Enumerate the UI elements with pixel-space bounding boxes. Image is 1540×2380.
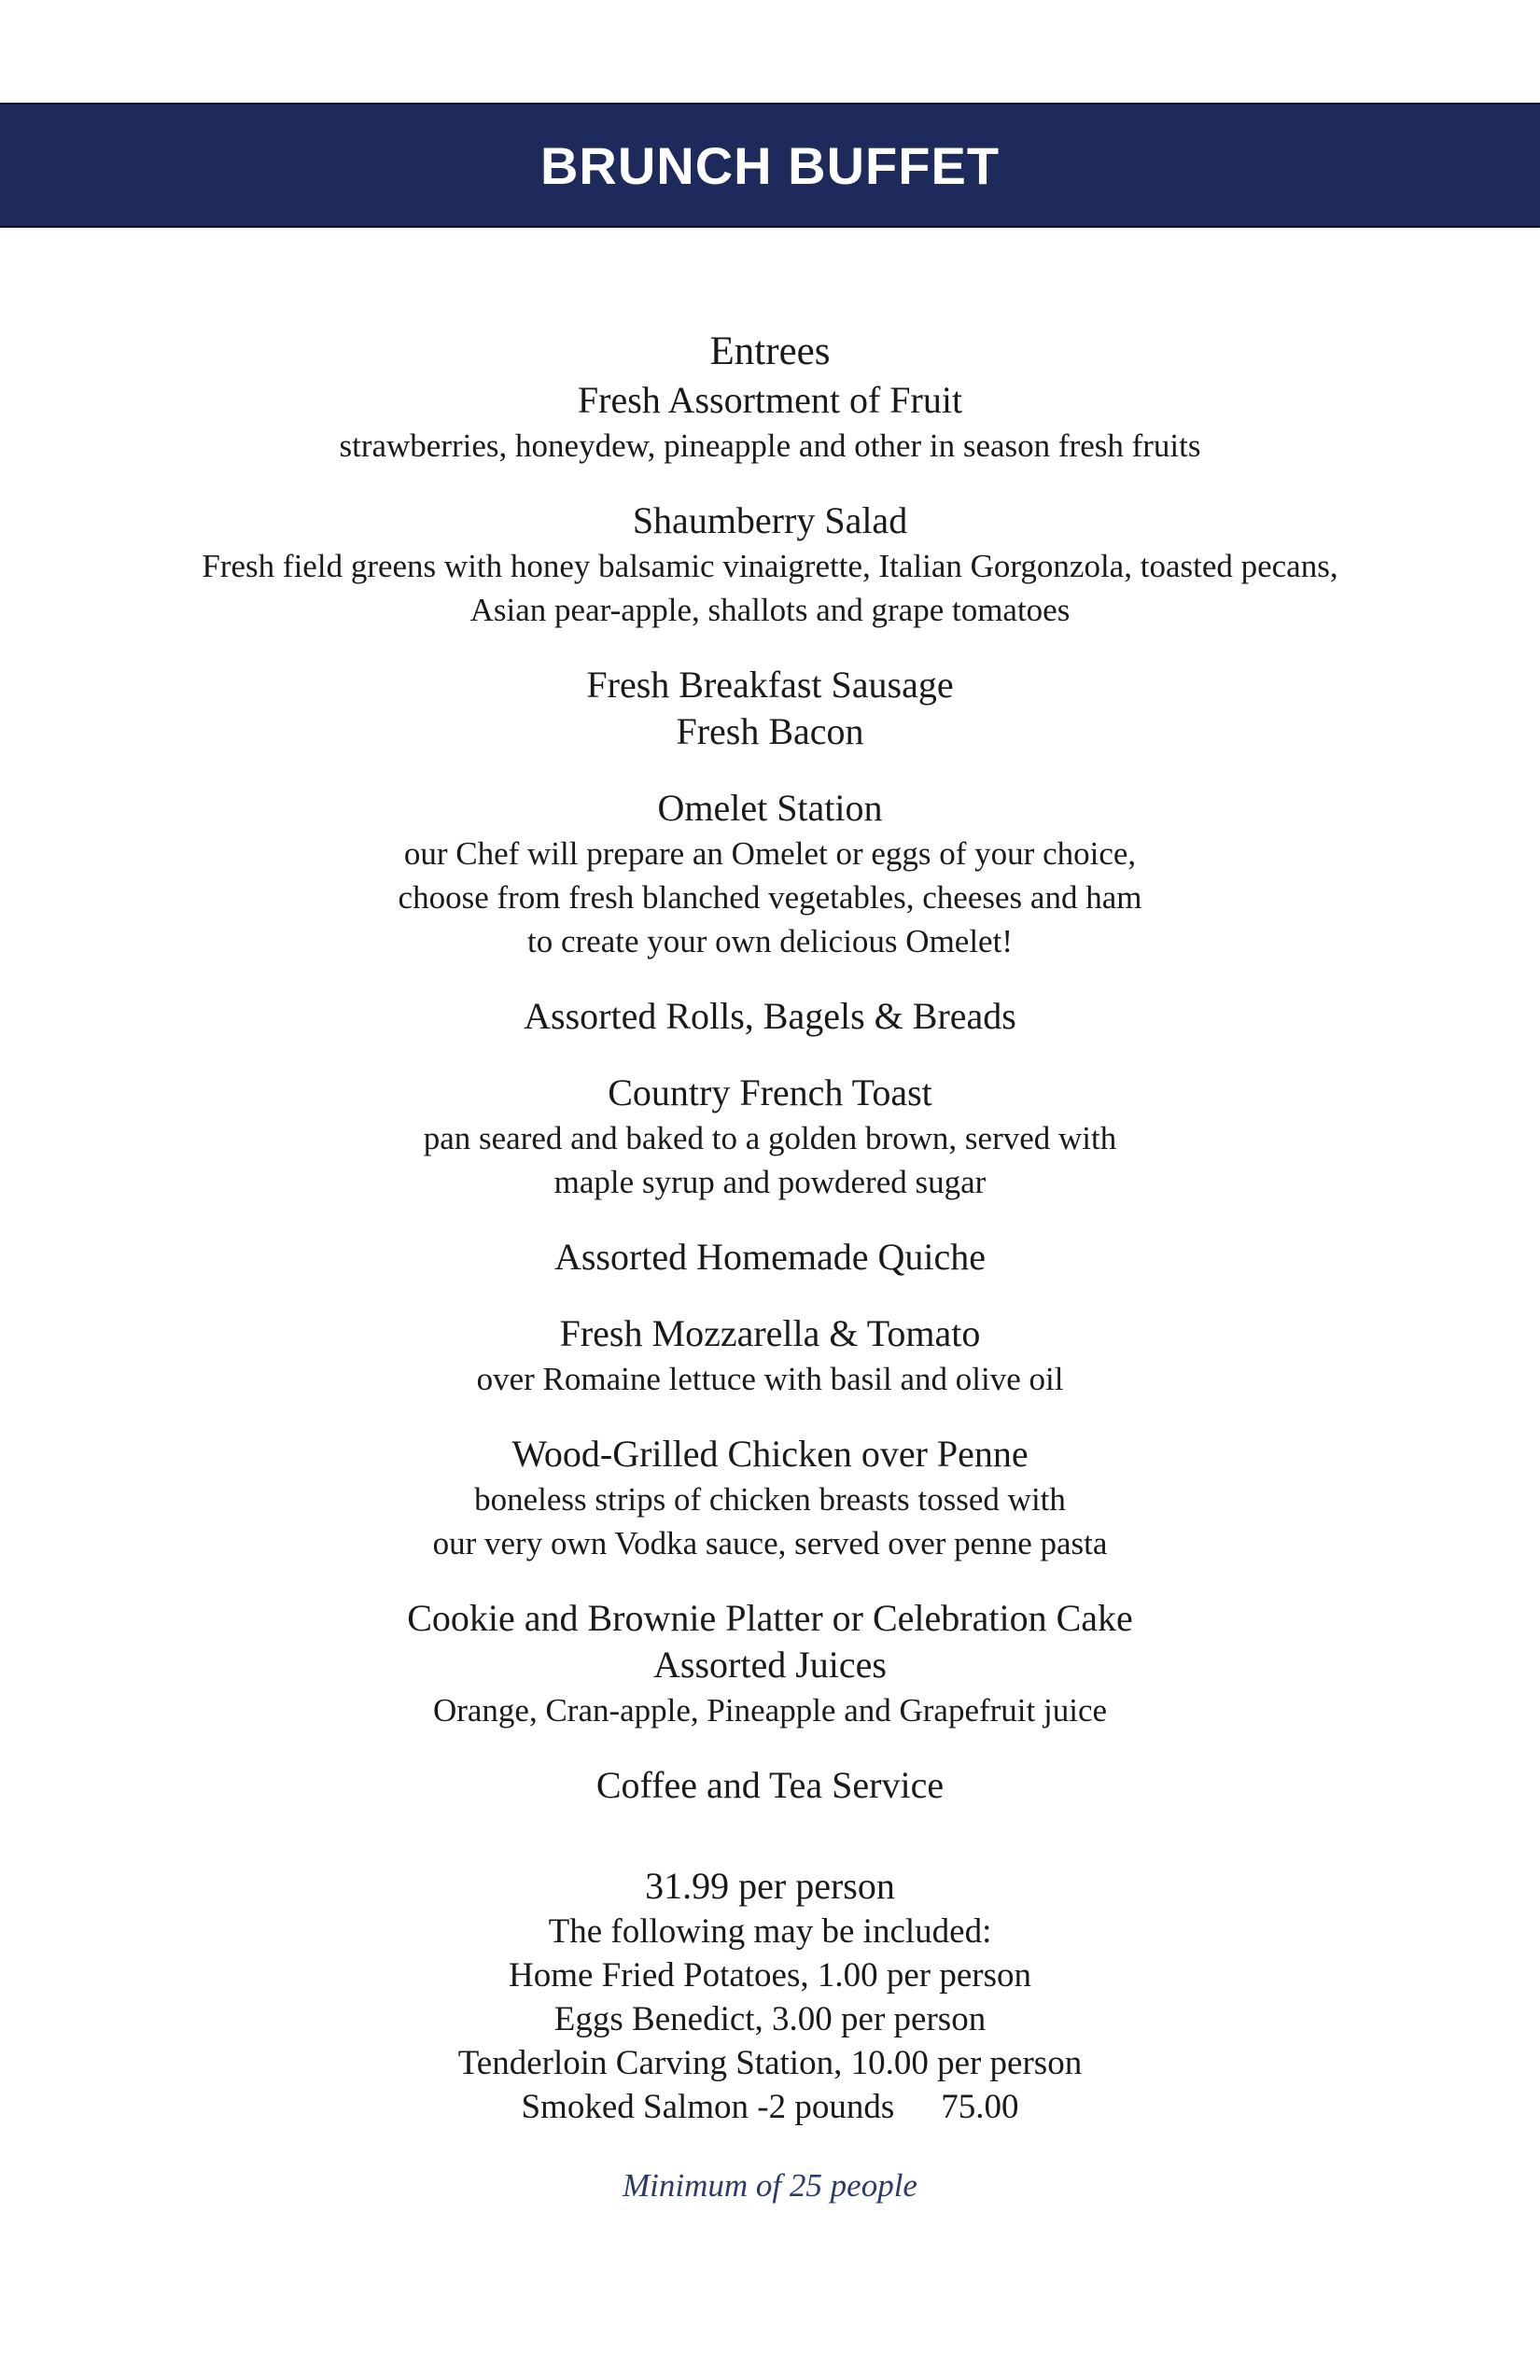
item-description: boneless strips of chicken breasts tossed with <box>474 1481 1066 1518</box>
menu-item-breads <box>0 993 1540 1040</box>
menu-item-dessert-juices <box>0 1595 1540 1732</box>
addon-line: Eggs Benedict, 3.00 per person <box>553 2000 987 2038</box>
item-description: strawberries, honeydew, pineapple and other in season fresh fruits <box>339 427 1201 464</box>
item-name: Fresh Mozzarella & Tomato <box>559 1312 981 1354</box>
item-description: our very own Vodka sauce, served over penne pasta <box>432 1525 1108 1561</box>
menu-item-sausage-bacon <box>0 662 1540 755</box>
menu-item-quiche <box>0 1234 1540 1281</box>
pricing-block <box>0 1863 1540 2207</box>
item-description: maple syrup and powdered sugar <box>553 1164 987 1200</box>
salmon-label: Smoked Salmon -2 pounds <box>521 2088 895 2126</box>
menu-item-omelet <box>0 785 1540 963</box>
item-description: to create your own delicious Omelet! <box>527 923 1013 959</box>
salmon-price: 75.00 <box>941 2088 1019 2126</box>
addon-line: Home Fried Potatoes, 1.00 per person <box>508 1956 1032 1995</box>
item-name: Omelet Station <box>657 787 883 829</box>
item-description: over Romaine lettuce with basil and olive oil <box>476 1361 1064 1397</box>
menu-item-fruit <box>0 377 1540 468</box>
item-name: Cookie and Brownie Platter or Celebration Cake <box>407 1597 1133 1639</box>
price-per-person: 31.99 per person <box>645 1865 895 1907</box>
title-banner <box>0 103 1540 228</box>
addons-intro: The following may be included: <box>548 1912 992 1951</box>
item-name: Fresh Breakfast Sausage <box>586 664 954 706</box>
item-description: choose from fresh blanched vegetables, cheeses and ham <box>398 879 1142 916</box>
page-title: BRUNCH BUFFET <box>539 135 1001 195</box>
menu-item-mozzarella <box>0 1310 1540 1401</box>
item-name: Assorted Homemade Quiche <box>553 1236 987 1278</box>
item-description: Asian pear-apple, shallots and grape tomatoes <box>469 592 1071 628</box>
menu-item-salad <box>0 497 1540 632</box>
minimum-note: Minimum of 25 people <box>623 2167 917 2204</box>
item-name: Assorted Rolls, Bagels & Breads <box>524 995 1016 1037</box>
item-name: Assorted Juices <box>653 1644 887 1686</box>
menu-list <box>0 327 1540 2207</box>
item-name: Country French Toast <box>608 1071 932 1113</box>
addon-line-salmon <box>0 2085 1540 2129</box>
menu-item-chicken-penne <box>0 1431 1540 1565</box>
menu-item-french-toast <box>0 1070 1540 1204</box>
item-name: Shaumberry Salad <box>632 499 908 541</box>
item-name: Fresh Bacon <box>676 710 864 752</box>
menu-item-coffee-tea <box>0 1762 1540 1809</box>
item-description: Orange, Cran-apple, Pineapple and Grapefruit juice <box>432 1692 1108 1729</box>
item-name: Fresh Assortment of Fruit <box>577 379 963 421</box>
item-description: pan seared and baked to a golden brown, served with <box>423 1120 1117 1156</box>
item-description: Fresh field greens with honey balsamic vinaigrette, Italian Gorgonzola, toasted pecans, <box>202 548 1338 584</box>
addon-line: Tenderloin Carving Station, 10.00 per person <box>457 2044 1083 2082</box>
item-name: Wood-Grilled Chicken over Penne <box>511 1433 1029 1475</box>
item-description: our Chef will prepare an Omelet or eggs of your choice, <box>403 835 1137 872</box>
item-name: Coffee and Tea Service <box>595 1764 945 1806</box>
section-title: Entrees <box>709 329 831 373</box>
